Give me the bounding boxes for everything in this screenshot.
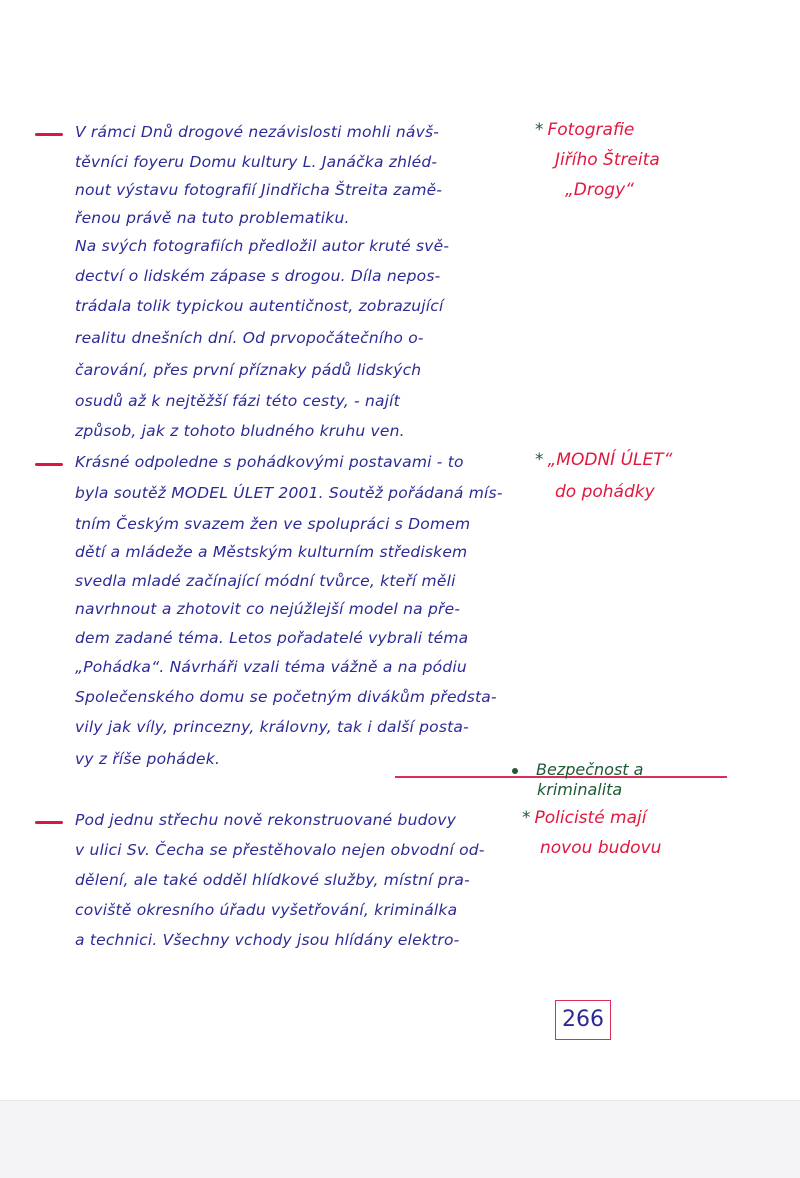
margin-note [535,120,634,140]
text-line: dectví o lidském zápase s drogou. Díla nepos- [75,267,441,285]
text-line: byla soutěž MODEL ÚLET 2001. Soutěž pořádaná mís- [75,484,503,502]
text-line: „Pohádka“. Návrháři vzali téma vážně a na pódiu [75,658,467,676]
text-line: nout výstavu fotografií Jindřicha Štreita zamě- [75,181,443,199]
text-line: řenou právě na tuto problematiku. [75,209,350,227]
text-line: dem zadané téma. Letos pořadatelé vybrali téma [75,629,469,647]
text-line: navrhnout a zhotovit co nejúžlejší model na pře- [75,600,461,618]
margin-note [540,838,661,858]
margin-note-text: „MODNÍ ÚLET“ [547,450,673,470]
text-line: v ulici Sv. Čecha se přestěhovalo nejen obvodní od- [75,841,485,859]
asterisk-icon: * [535,450,544,470]
text-line: čarování, přes první příznaky pádů lidských [75,361,422,379]
text-line: vily jak víly, princezny, královny, tak i další posta- [75,718,469,736]
text-line: tním Českým svazem žen ve spolupráci s Domem [75,515,471,533]
margin-note-text: Fotografie [547,120,635,140]
text-line: osudů až k nejtěžší fázi této cesty, - najít [75,392,400,410]
margin-note [535,450,672,470]
section-heading-line-1: Bezpečnost a [536,760,644,779]
margin-note-text: novou budovu [540,838,662,858]
text-line: dětí a mládeže a Městským kulturním střediskem [75,543,468,561]
text-line: Krásné odpoledne s pohádkovými postavami - to [75,453,464,471]
asterisk-icon: * [535,120,544,140]
scan-margin [0,1100,800,1178]
text-line: svedla mladé začínající módní tvůrce, kteří měli [75,572,456,590]
text-line: coviště okresního úřadu vyšetřování, kriminálka [75,901,458,919]
section-heading [512,760,643,779]
entry-dash [35,821,63,824]
text-line: a technici. Všechny vchody jsou hlídány elektro- [75,931,460,949]
margin-note [565,180,634,200]
margin-note-text: „Drogy“ [565,180,634,200]
margin-note [522,808,646,828]
margin-note-text: Policisté mají [534,808,647,828]
entry-dash [35,133,63,136]
text-line: těvníci foyeru Domu kultury L. Janáčka zhléd- [75,153,438,171]
margin-note [555,482,655,502]
text-line: Pod jednu střechu nově rekonstruované budovy [75,811,457,829]
margin-note-text: Jiřího Štreita [555,150,660,170]
text-line: dělení, ale také odděl hlídkové služby, místní pra- [75,871,470,889]
entry-dash [35,463,63,466]
bullet-icon [512,768,518,774]
text-line: způsob, jak z tohoto bludného kruhu ven. [75,422,405,440]
page-number: 266 [555,1000,611,1040]
text-line: vy z říše pohádek. [75,750,221,768]
section-heading-line-2: kriminalita [537,780,623,799]
text-line: Na svých fotografiích předložil autor kruté svě- [75,237,450,255]
margin-note [555,150,660,170]
margin-note-text: do pohádky [555,482,655,502]
text-line: V rámci Dnů drogové nezávislosti mohli návš- [75,123,440,141]
text-line: realitu dnešních dní. Od prvopočátečního o- [75,329,424,347]
text-line: Společenského domu se početným divákům předsta- [75,688,497,706]
text-line: trádala tolik typickou autentičnost, zobrazující [75,297,444,315]
asterisk-icon: * [522,808,531,828]
